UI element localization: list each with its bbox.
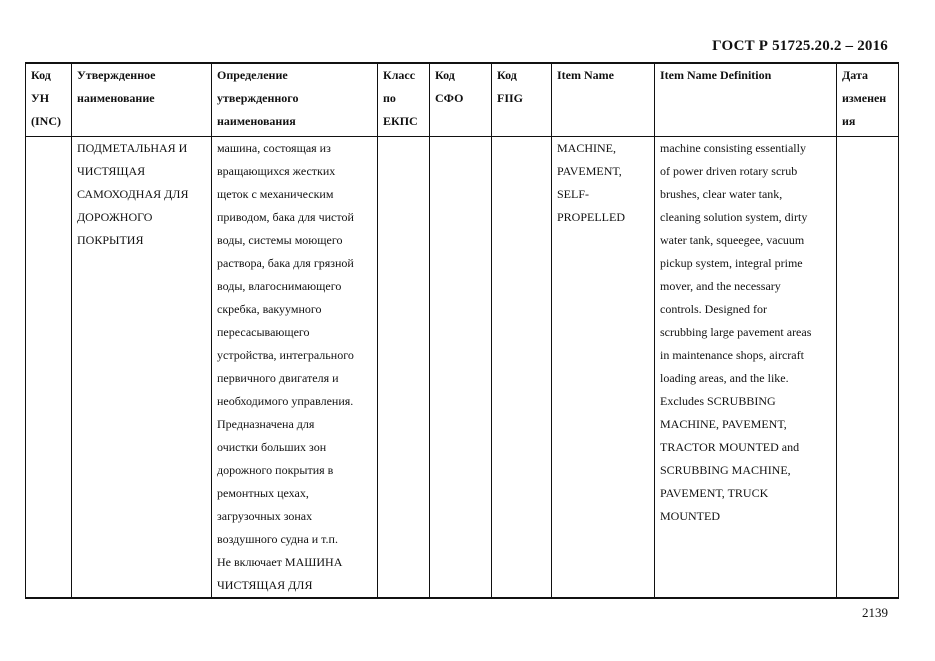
column-header-line: Item Name <box>557 68 614 82</box>
cell-text-line: MACHINE, <box>557 141 616 155</box>
cell-text-line: машина, состоящая из <box>217 141 331 155</box>
cell-text-line: устройства, интегрального <box>217 348 354 362</box>
cell-text-line: ремонтных цехах, <box>217 486 309 500</box>
cell-text-line: cleaning solution system, dirty <box>660 210 808 224</box>
cell-text-line: scrubbing large pavement areas <box>660 325 812 339</box>
cell-inc <box>26 137 72 599</box>
cell-fiig <box>492 137 552 599</box>
cell-text-line: приводом, бака для чистой <box>217 210 354 224</box>
cell-text-line: Не включает МАШИНА <box>217 555 343 569</box>
cell-text-line: Excludes SCRUBBING <box>660 394 776 408</box>
cell-text-line: скребка, вакуумного <box>217 302 322 316</box>
table-row <box>26 137 899 599</box>
column-header-line: ия <box>842 114 856 128</box>
column-header-line: наименование <box>77 91 155 105</box>
column-header-line: Код <box>497 68 517 82</box>
col-class <box>378 63 430 137</box>
cell-definition <box>212 137 378 599</box>
column-header-line: Item Name Definition <box>660 68 772 82</box>
cell-text-line: щеток с механическим <box>217 187 334 201</box>
cell-text-line: необходимого управления. <box>217 394 354 408</box>
column-header-line: Утвержденное <box>77 68 156 82</box>
cell-text-line: PAVEMENT, TRUCK <box>660 486 769 500</box>
column-header-line: Класс <box>383 68 416 82</box>
cell-text-line: воды, влагоснимающего <box>217 279 342 293</box>
column-header-line: СФО <box>435 91 464 105</box>
cell-text-line: loading areas, and the like. <box>660 371 789 385</box>
cell-text-line: ЧИСТЯЩАЯ ДЛЯ <box>217 578 313 592</box>
col-sfo <box>430 63 492 137</box>
cell-text-line: дорожного покрытия в <box>217 463 334 477</box>
column-header-line: FIIG <box>497 91 524 105</box>
cell-text-line: вращающихся жестких <box>217 164 336 178</box>
col-definition <box>212 63 378 137</box>
cell-item-name <box>552 137 655 599</box>
cell-text-line: water tank, squeegee, vacuum <box>660 233 805 247</box>
cell-text-line: PROPELLED <box>557 210 626 224</box>
col-item-name <box>552 63 655 137</box>
cell-text-line: mover, and the necessary <box>660 279 781 293</box>
cell-text-line: pickup system, integral prime <box>660 256 803 270</box>
cell-text-line: in maintenance shops, aircraft <box>660 348 804 362</box>
cell-text-line: MACHINE, PAVEMENT, <box>660 417 787 431</box>
column-header-line: наименования <box>217 114 296 128</box>
column-header-line: Код <box>31 68 51 82</box>
cell-text-line: PAVEMENT, <box>557 164 622 178</box>
cell-text-line: ПОДМЕТАЛЬНАЯ И <box>77 141 188 155</box>
cell-text-line: SCRUBBING MACHINE, <box>660 463 791 477</box>
column-header-line: ЕКПС <box>383 114 418 128</box>
col-inc <box>26 63 72 137</box>
cell-text-line: ЧИСТЯЩАЯ <box>77 164 146 178</box>
col-approved-name <box>72 63 212 137</box>
cell-text-line: SELF- <box>557 187 590 201</box>
column-header-line: утвержденного <box>217 91 299 105</box>
header-row <box>26 63 899 137</box>
cell-text-line: пересасывающего <box>217 325 310 339</box>
column-header-line: по <box>383 91 396 105</box>
cell-text-line: загрузочных зонах <box>217 509 313 523</box>
column-header-line: Определение <box>217 68 288 82</box>
col-item-name-definition <box>655 63 837 137</box>
col-change-date <box>837 63 899 137</box>
cell-text-line: of power driven rotary scrub <box>660 164 798 178</box>
nomenclature-table <box>25 62 899 599</box>
col-fiig <box>492 63 552 137</box>
column-header-line: (INC) <box>31 114 61 128</box>
column-header-line: изменен <box>842 91 887 105</box>
cell-text-line: очистки больших зон <box>217 440 327 454</box>
cell-text-line: TRACTOR MOUNTED and <box>660 440 800 454</box>
cell-text-line: воды, системы моющего <box>217 233 343 247</box>
cell-change-date <box>837 137 899 599</box>
cell-approved-name <box>72 137 212 599</box>
cell-item-name-definition <box>655 137 837 599</box>
cell-text-line: controls. Designed for <box>660 302 767 316</box>
cell-class <box>378 137 430 599</box>
cell-text-line: первичного двигателя и <box>217 371 339 385</box>
page-number: 2139 <box>862 605 888 620</box>
cell-text-line: раствора, бака для грязной <box>217 256 354 270</box>
column-header-line: УН <box>31 91 50 105</box>
cell-text-line: Предназначена для <box>217 417 315 431</box>
cell-text-line: MOUNTED <box>660 509 720 523</box>
cell-text-line: САМОХОДНАЯ ДЛЯ <box>77 187 189 201</box>
column-header-line: Дата <box>842 68 868 82</box>
cell-text-line: ПОКРЫТИЯ <box>77 233 144 247</box>
document-code: ГОСТ Р 51725.20.2 – 2016 <box>712 38 888 54</box>
cell-text-line: machine consisting essentially <box>660 141 806 155</box>
cell-sfo <box>430 137 492 599</box>
column-header-line: Код <box>435 68 455 82</box>
cell-text-line: воздушного судна и т.п. <box>217 532 338 546</box>
cell-text-line: brushes, clear water tank, <box>660 187 783 201</box>
cell-text-line: ДОРОЖНОГО <box>77 210 153 224</box>
